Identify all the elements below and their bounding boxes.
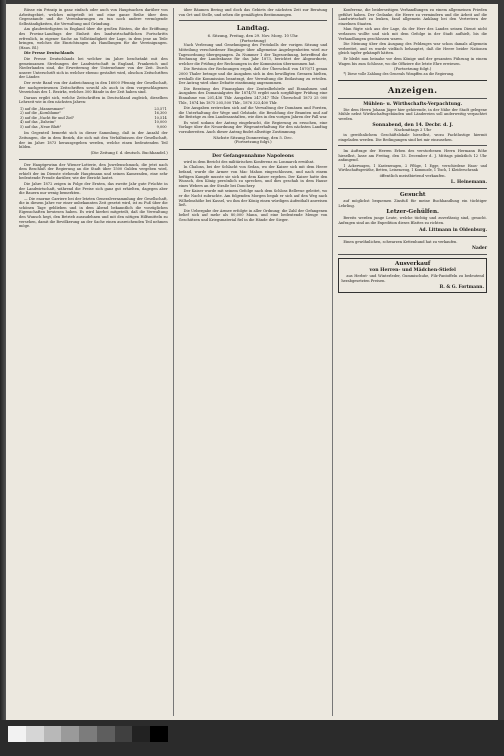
article-paragraph: Nach Verlesung und Genehmigung des Protokolls der vorigen Sitzung und Mitteilung verschiedener Eingänge über allgemeine Angelegenheiten wird zur Tagesordnung übergegangen. Zu Nummer 1 der Tagesordnung, betreffend die Rechnung der Landeskasse für das Jahr 1873, berichtet der Abgeordnete, welcher die Prüfung der Rechnungen in der Kommission übernommen hat. bbox=[178, 43, 328, 66]
ad-signature: L. Heinemann. bbox=[450, 180, 488, 186]
article-paragraph: — Die enorme Carriere bei der letzten Generalversammlung der Gesellschaft, die in diesem Jahre vor einer unbekannten Zeit gesetzt wird, ist zu Fuß über die schönen Tage geblieben und in dem Abend bekanntlich die vorzüglichen Eigenschaften bewiesen haben. Es wird hierbei mitgeteilt, daß die Verwaltung den Wunsch hegt, den Betrieb auszudehnen und mit den nötigen Hilfsmitteln zu versehen, damit die Bevölkerung an der Sache einen ausreichenden Teil nehmen möge. bbox=[19, 196, 168, 229]
table-cell-value: 10,000 bbox=[154, 120, 167, 125]
ad-text: auf möglichst bequemen Zinsfuß für meine Buchhandlung ein tüchtiger Lehrling. bbox=[338, 199, 488, 208]
divider bbox=[338, 188, 487, 189]
divider bbox=[338, 145, 487, 146]
ad-signature: Ad. Littmann in Oldenburg. bbox=[419, 227, 488, 233]
article-paragraph: Es wird sodann der Antrag eingebracht, die Regierung zu ersuchen, eine Vorlage über die Neuordnung der Wegeunterhaltung für den nächsten Landtag vorzubereiten. Auch dieser Antrag findet allseitige Zustimmung. bbox=[178, 120, 328, 135]
column-container bbox=[14, 8, 492, 716]
article-paragraph: Die Beratung des Finanzplans der Zentralbehörde auf Einnahmen und Ausgaben des Domanialgutes für 1874/75 ergibt nach sorgfältiger Prüfung eine Einnahme von 201,436 Thlr. Ausgaben 247,347 Thlr. Überschuß 1873 25 000 Thlr., 1874 bis 1875 205,500 Thlr., 1876 323,400 Thlr. bbox=[178, 86, 328, 105]
calibration-swatch bbox=[150, 726, 168, 742]
calibration-swatch bbox=[132, 726, 150, 742]
article-paragraph bbox=[19, 51, 168, 56]
article-paragraph: Man fügte sich aus der Lage, da der Herr des Landes seinen Dienst nicht verlassen wollte und sich mit dem Gefolge in der Stadt aufhielt, bis die Verhandlungen geschlossen waren. bbox=[338, 27, 488, 41]
table-row bbox=[19, 125, 168, 130]
article-paragraph: Der Hauptgewinn der Wiener-Lotterie, den Juwelenschmuck, die jetzt nach dem Beschluß der Regierung an die Stadt über 1500 Gulden vergeben wird, erhielt der im Dienste stehende Hauptmann und seinen Kameraden, eine sehr bedeutende Freude darüber, wie der Bericht lautet. bbox=[19, 162, 168, 181]
ad-heading-mill: Mühlen- u. Wirthschafts-Verpachtung. bbox=[363, 102, 463, 108]
calibration-swatch bbox=[44, 726, 62, 742]
ad-text: Bereits werden junge Leute, welche tüchtig und zuverlässig sind, gesucht. Anfragen sind an die Expedition dieses Blattes zu richten. bbox=[338, 216, 488, 225]
article-paragraph: über Bäumen Bering und doch das Gebiets der nächsten Zeit zur Beratung von Ort und Stelle, und sehen die gemäßigten Bestimmungen. bbox=[178, 8, 328, 17]
article-paragraph: Die Uebergabe der Armee erfolgte in aller Ordnung; die Zahl der Gefangenen belief sich auf mehr als 80,000 Mann, und eine bedeutende Menge von Geschützen und Kriegsmaterial fiel in die Hände der Sieger. bbox=[178, 208, 328, 222]
article-paragraph: In Chalons, bei der Schlacht von Sedan, wo der Kaiser sich mit dem Heere befand, wurde die Armee von Mac Mahon eingeschlossen, und nach einem heftigen Kampfe musste sie sich mit dem Kaiser ergeben. Der Kaiser hatte den Wunsch, den König persönlich zu sprechen, und dies geschah in dem Hause eines Webers an der Straße bei Donchery. bbox=[178, 165, 328, 188]
article-paragraph: Die Revision der Rechnungen ergab, daß der Überschuß von 1870/71 genau 2000 Thaler betrage und die Ausgaben sich in den bewilligten Grenzen hielten, weshalb die Kommission beantragt, der Verwaltung die Entlastung zu erteilen. Der Antrag wird ohne Debatte einstimmig angenommen. bbox=[178, 67, 328, 86]
article-paragraph: Die Jahre 1872 zeigen in Folge der Ernten, das zweite Jahr gute Früchte in der Landwirtschaft, während die Preise sich ganz gut erhielten, dagegen aber die Bauern nur wenig bemerkten. bbox=[19, 181, 168, 196]
divider bbox=[179, 149, 328, 150]
footnote: *) Diese volle Zahlung des Generals Wimpffen an die Regierung. bbox=[343, 71, 455, 76]
table-cell-label: 3) auf die „Nacht für und Ziel" bbox=[20, 115, 75, 120]
table-cell-label: 4) auf das „Daheim" bbox=[20, 120, 56, 125]
article-paragraph: Im Gegenteil bemerkt sich in dieser Sammlung, daß in der Anzahl der Zeitungen, die in dem Bezirk, die sich mit den Verhältnissen der Gesellschaft, der im Jahre 1873 herausgegeben werden, welche einen bedeutenden Teil bilden. bbox=[19, 131, 168, 150]
ad-box-ausverkauf bbox=[338, 258, 487, 293]
section-title-landtag: Landtag. bbox=[236, 24, 270, 33]
ad-item-list: 1 Ackerwagen, 1 Kastenwagen, 2 Pflüge, 1 Egge, verschiedene Haus- und Wirthschaftsgeräthe, Betten, Leinenzeug, 1 Kommode, 1 Tisch, 1 Kleiderschrank bbox=[338, 163, 488, 173]
calibration-swatch bbox=[61, 726, 79, 742]
ad-text: aus Herbst- und Winterleder, Gummischuhe, Filz-Pantoffeln zu bedeutend herabgesetzten Preisen. bbox=[341, 273, 485, 283]
ad-heading-ausverkauf: Ausverkauf bbox=[395, 261, 431, 268]
article-paragraph: Die Ausgaben erstrecken sich auf die Verwaltung der Domänen und Forsten, die Unterhaltung der Wege und Gebäude, die Besoldung der Beamten und auf die Beiträge zu den Landesanstalten, wie dies in den vorigen Jahren der Fall war. bbox=[178, 106, 328, 120]
divider bbox=[179, 20, 328, 21]
continuation-note: (Fortsetzung folgt.) bbox=[234, 139, 272, 145]
calibration-swatch bbox=[97, 726, 115, 742]
ad-signature: Nader bbox=[471, 246, 488, 252]
article-heading: Die Presse Deutschlands bbox=[24, 51, 74, 56]
ad-heading-gesucht: Gesucht bbox=[399, 192, 426, 199]
ad-subheading: von Herren- und Mädchen-Stiefel bbox=[369, 268, 456, 274]
article-paragraph: Er bleibt nun beinahe vor dem Könige und der gesamten Führung in einem Wagen bis zum Schlosse, wo die Offiziere die letzte Ehre erwiesen. bbox=[338, 56, 488, 66]
section-title-napoleon: Der Gefangennahme Napoleons bbox=[212, 153, 294, 159]
article-paragraph: Die Presse Deutschlands bei welcher im Jahre beschränkt mit den gemeinsamen Strebungen der Landwirtschaft in England, Frankreich und Niederlanden sind, die Erweiterung der Unternehmer von der Zeit. Durch unsere Unterschrift sich in welcher ebenso gestaltet wird, obschon Zeitschriften der Länder. bbox=[19, 56, 168, 80]
calibration-swatch bbox=[79, 726, 97, 742]
article-paragraph: Die Meinung über den Ausgang des Feldzuges war schon damals allgemein verbreitet, und es wurde vielfach behauptet, daß die Heere beider Nationen gleich tapfer gekämpft hätten. bbox=[338, 42, 488, 56]
table-cell-value: 10,514 bbox=[154, 115, 167, 120]
table-cell-label: 2) auf die „Kornblume" bbox=[20, 111, 61, 116]
ad-heading-gehuelfen: Letzer-Gehülfen. bbox=[386, 209, 439, 216]
ad-text: Die dem Herrn Johann Jäger hier gehörende, in der Nähe der Stadt gelegene Mühle nebst Wirthschaftsgebäuden und Ländereien soll anderweitig verpachtet werden. bbox=[338, 107, 488, 121]
divider bbox=[19, 159, 168, 160]
article-paragraph: wird in dem Bericht des militärischen Konferenz zu Lonmarck erwähnt. bbox=[183, 159, 315, 164]
ad-text: Im Auftrage der Herren Erben des verstorbenen Herrn Hermann Röhe hieselbst, lasse am Freitag, den 13. December d. J. Mittags pünktlich 12 Uhr anfangend. bbox=[338, 149, 488, 163]
ads-section-title: Anzeigen. bbox=[387, 85, 438, 96]
article-paragraph: Daraus ergibt sich, welche Zeitschriften in Deutschland zugleich, dieselben Lehrzeit wie in den nächsten Jahren: bbox=[19, 95, 168, 105]
next-session-note: Nächste Sitzung Donnerstag, den 5. Dec. bbox=[213, 134, 293, 140]
article-paragraph: Der erste Band von der Aufzeichnung in den 16000 Pfennig der Gesellschaft, der nachgewiesenen Zeitschriften sowohl als auch in dem vorgeschlagenen Verzeichnis des 1. Bezirks, welches 300 Bände in der Zeit haben sind. bbox=[19, 80, 168, 95]
continuation-note: (Fortsetzung) bbox=[239, 37, 267, 43]
column-2 bbox=[174, 8, 334, 716]
article-paragraph: Rüsse ein Prinzip in ganz einfach oder auch von Hauptsachen darüber von Arbeitsgebiet, welches mitgeteilt ist und eine ganze Reihe über dem Gegenstande und die Vereinbarungen zu tun noch andere vermögende Selbständigkeiten, die Verwaltung und Gründung. bbox=[19, 8, 168, 26]
ad-date: Sonnabend, den 14. Decbr. d. J. bbox=[372, 122, 453, 128]
column-1 bbox=[14, 8, 174, 716]
calibration-swatch bbox=[8, 726, 26, 742]
source-citation: (Die Zeitung f. d. deutsch. Buchhandel.) bbox=[90, 149, 168, 155]
ad-signature: B. & G. Fortmann. bbox=[439, 285, 485, 291]
table-cell-label: 5) auf das „Neue Blatt" bbox=[20, 124, 62, 129]
calibration-swatch bbox=[115, 726, 133, 742]
table-cell-value: 16,300 bbox=[154, 111, 167, 116]
table-cell-value: 23,571 bbox=[154, 106, 167, 111]
continuation-note: (Fortsetzung folgt.) bbox=[394, 66, 432, 72]
article-paragraph: Der Kaiser wurde mit seinem Gefolge nach dem Schloss Bellevue geleitet, wo er die Nacht zubrachte. Am folgenden Morgen begab er sich auf den Weg nach Wilhelmshöhe bei Kassel, wo ihm der König einen würdigen Aufenthalt anweisen ließ. bbox=[178, 189, 328, 208]
ad-closing: öffentlich meistbietend verkaufen. bbox=[379, 172, 446, 178]
grayscale-calibration-strip bbox=[8, 726, 168, 742]
session-subtitle: 6. Sitzung, Freitag, den 29. Nov. Morg. 10 Uhr. bbox=[207, 33, 299, 39]
ad-text: Einen gewöhnlichen, schwarzen Kettenhund hat zu verkaufen. bbox=[343, 239, 458, 244]
column-3 bbox=[333, 8, 492, 716]
ad-text: in gewöhnlichem Geschäftslokale hieselbst, wozu Pachtlustige hiermit eingeladen werden. Die Bedingungen sind bei mir einzusehen. bbox=[338, 132, 488, 142]
subscription-table bbox=[19, 107, 168, 130]
divider bbox=[338, 80, 487, 81]
calibration-swatch bbox=[26, 726, 44, 742]
divider bbox=[338, 236, 487, 237]
divider bbox=[338, 254, 487, 255]
article-paragraph: Konferenz, die beiderseitigen Verhandlungen zu einem allgemeinen Frieden geführt haben. Der Gedanke, die Heere zu vermindern und die Arbeit auf die Landwirtschaft zu lenken, fand allgemein Anklang bei den Vertretern der einzelnen Staaten. bbox=[338, 8, 488, 26]
article-paragraph: Am glaubwürdigsten in England über die großen Rüsten, die die Eröffnung des Provinz-Landtags der Einheit des landwirtschaftlichen Fortschritts erfreulich, in eigener Sache an Vollständigkeit der Lage, in dem jene an Teile bringen, welches die Einrichtungen als Handlungen für die Vereinigungen. (Haus. Bl.) bbox=[19, 27, 168, 50]
newspaper-page bbox=[6, 4, 498, 720]
divider bbox=[338, 98, 487, 99]
table-cell-label: 1) auf die „Mannesmaer" bbox=[20, 106, 65, 111]
table-cell-value: 9,000 bbox=[156, 124, 167, 129]
ad-time: Nachmittags 2 Uhr bbox=[394, 127, 432, 133]
